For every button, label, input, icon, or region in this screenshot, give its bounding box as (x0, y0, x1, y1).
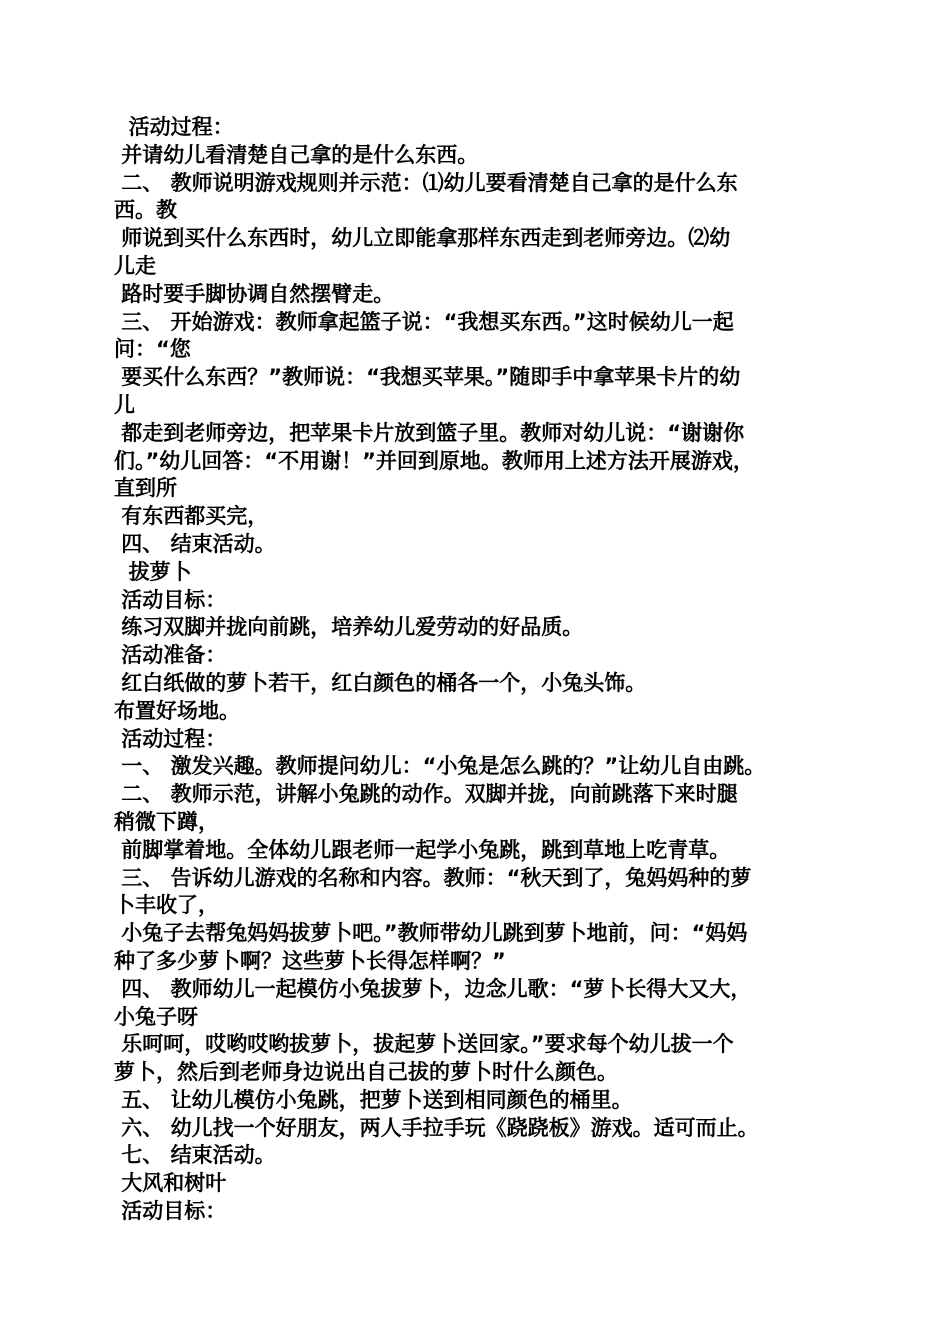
text-line: 乐呵呵，哎哟哎哟拔萝卜，拔起萝卜送回家。”要求每个幼儿拔一个 (114, 1032, 734, 1057)
text-line: 稍微下蹲， (114, 809, 219, 834)
text-line: 六、 幼儿找一个好朋友，两人手拉手玩《跷跷板》游戏。适可而止。 (114, 1115, 759, 1140)
text-line: 师说到买什么东西时，幼儿立即能拿那样东西走到老师旁边。⑵幼 (114, 226, 731, 251)
text-line: 二、 教师示范，讲解小兔跳的动作。双脚并拢，向前跳落下来时腿 (114, 782, 738, 807)
text-line: 二、 教师说明游戏规则并示范：⑴幼儿要看清楚自己拿的是什么东 (114, 170, 738, 195)
text-line: 种了多少萝卜啊？这些萝卜长得怎样啊？” (114, 948, 506, 973)
text-line: 活动过程： (114, 115, 234, 139)
text-line: 练习双脚并拢向前跳，培养幼儿爱劳动的好品质。 (114, 615, 584, 640)
text-line: 有东西都买完， (114, 504, 269, 529)
text-line: 四、 结束活动。 (114, 531, 276, 556)
text-line: 活动目标： (114, 587, 227, 612)
text-line: 小兔子呀 (114, 1004, 198, 1029)
text-line: 五、 让幼儿模仿小兔跳，把萝卜送到相同颜色的桶里。 (114, 1087, 633, 1112)
text-line: 三、 开始游戏：教师拿起篮子说：“我想买东西。”这时候幼儿一起 (114, 309, 734, 334)
text-line: 问：“您 (114, 337, 191, 362)
text-line: 并请幼儿看清楚自己拿的是什么东西。 (114, 142, 479, 167)
text-line: 红白纸做的萝卜若干，红白颜色的桶各一个，小兔头饰。 (114, 670, 647, 695)
text-line: 活动过程： (114, 726, 227, 751)
text-line: 四、 教师幼儿一起模仿小兔拔萝卜，边念儿歌：“萝卜长得大又大， (114, 976, 752, 1001)
text-line: 儿走 (114, 253, 156, 278)
text-line: 儿 (114, 392, 135, 417)
text-line: 要买什么东西？”教师说：“我想买苹果。”随即手中拿苹果卡片的幼 (114, 365, 741, 390)
text-line: 卜丰收了， (114, 893, 219, 918)
text-line: 萝卜，然后到老师身边说出自己拔的萝卜时什么颜色。 (114, 1060, 618, 1085)
text-line: 前脚掌着地。全体幼儿跟老师一起学小兔跳，跳到草地上吃青草。 (114, 837, 731, 862)
document-body (114, 114, 844, 1226)
text-line: 大风和树叶 (114, 1171, 227, 1196)
text-line: 拔萝卜 (114, 559, 192, 584)
text-line: 都走到老师旁边，把苹果卡片放到篮子里。教师对幼儿说：“谢谢你 (114, 420, 745, 445)
text-line: 们。”幼儿回答：“不用谢！”并回到原地。教师用上述方法开展游戏， (114, 448, 754, 473)
text-line: 活动准备： (114, 643, 227, 668)
text-line: 布置好场地。 (114, 698, 240, 723)
text-line: 七、 结束活动。 (114, 1143, 276, 1168)
text-line: 直到所 (114, 476, 177, 501)
text-line: 活动目标： (114, 1199, 227, 1224)
text-line: 一、 激发兴趣。教师提问幼儿：“小兔是怎么跳的？”让幼儿自由跳。 (114, 754, 766, 779)
text-line: 小兔子去帮兔妈妈拔萝卜吧。”教师带幼儿跳到萝卜地前，问：“妈妈 (114, 921, 748, 946)
text-line: 西。教 (114, 198, 177, 223)
text-line: 路时要手脚协调自然摆臂走。 (114, 281, 395, 306)
text-line: 三、 告诉幼儿游戏的名称和内容。教师：“秋天到了，兔妈妈种的萝 (114, 865, 752, 890)
